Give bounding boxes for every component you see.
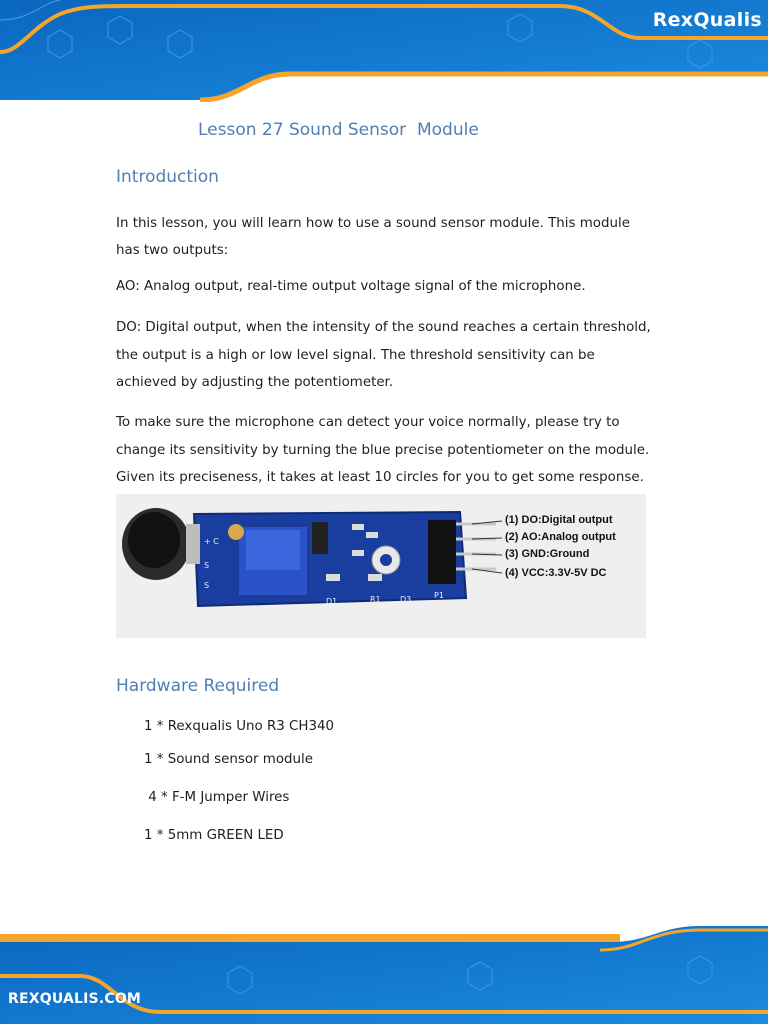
intro-p3-line2: the output is a high or low level signal. The threshold sensitivity can be: [116, 347, 595, 363]
footer-banner: [0, 926, 768, 1024]
pin-label-ao: (2) AO:Analog output: [505, 531, 616, 543]
svg-text:+ C: + C: [204, 537, 219, 546]
pin-label-vcc: (4) VCC:3.3V-5V DC: [505, 567, 607, 579]
intro-p3-line3: achieved by adjusting the potentiometer.: [116, 375, 394, 390]
svg-text:D3: D3: [400, 595, 412, 604]
intro-paragraph-3: [116, 314, 656, 397]
hardware-item: 1 * 5mm GREEN LED: [144, 828, 284, 843]
svg-text:S: S: [204, 581, 210, 590]
svg-text:P1: P1: [434, 591, 444, 600]
brand-logo: RexQualis: [652, 9, 762, 31]
pin-label-do: (1) DO:Digital output: [505, 514, 613, 526]
svg-text:D1: D1: [326, 597, 338, 606]
pin-label-gnd: (3) GND:Ground: [505, 548, 590, 560]
intro-p4-line2: change its sensitivity by turning the blue precise potentiometer on the module.: [116, 442, 650, 458]
hardware-item: 1 * Rexqualis Uno R3 CH340: [144, 719, 335, 734]
intro-paragraph-1: [116, 210, 656, 264]
intro-p4-line1: To make sure the microphone can detect your voice normally, please try to: [116, 415, 620, 430]
footer-graphic: [0, 926, 768, 1024]
intro-p4-line3: Given its preciseness, it takes at least 10 circles for you to get some response.: [116, 470, 644, 485]
introduction-heading: Introduction: [116, 167, 219, 187]
svg-text:S: S: [204, 561, 210, 570]
intro-paragraph-4: [116, 409, 656, 492]
hardware-heading: Hardware Required: [116, 676, 280, 696]
hardware-item: 4 * F-M Jumper Wires: [144, 790, 290, 805]
intro-p1-line1: In this lesson, you will learn how to use a sound sensor module. This module: [116, 216, 630, 231]
sound-sensor-module-image: [116, 494, 646, 638]
page-title: Lesson 27 Sound Sensor Module: [198, 120, 479, 140]
intro-p1-line2: has two outputs:: [116, 243, 229, 258]
header-banner: [0, 0, 768, 102]
hardware-item: 1 * Sound sensor module: [144, 752, 313, 767]
intro-p3-line1: DO: Digital output, when the intensity of the sound reaches a certain threshold,: [116, 320, 651, 335]
footer-website: REXQUALIS.COM: [8, 991, 142, 1007]
svg-text:R1: R1: [370, 595, 381, 604]
intro-paragraph-2: AO: Analog output, real-time output voltage signal of the microphone.: [116, 279, 586, 294]
